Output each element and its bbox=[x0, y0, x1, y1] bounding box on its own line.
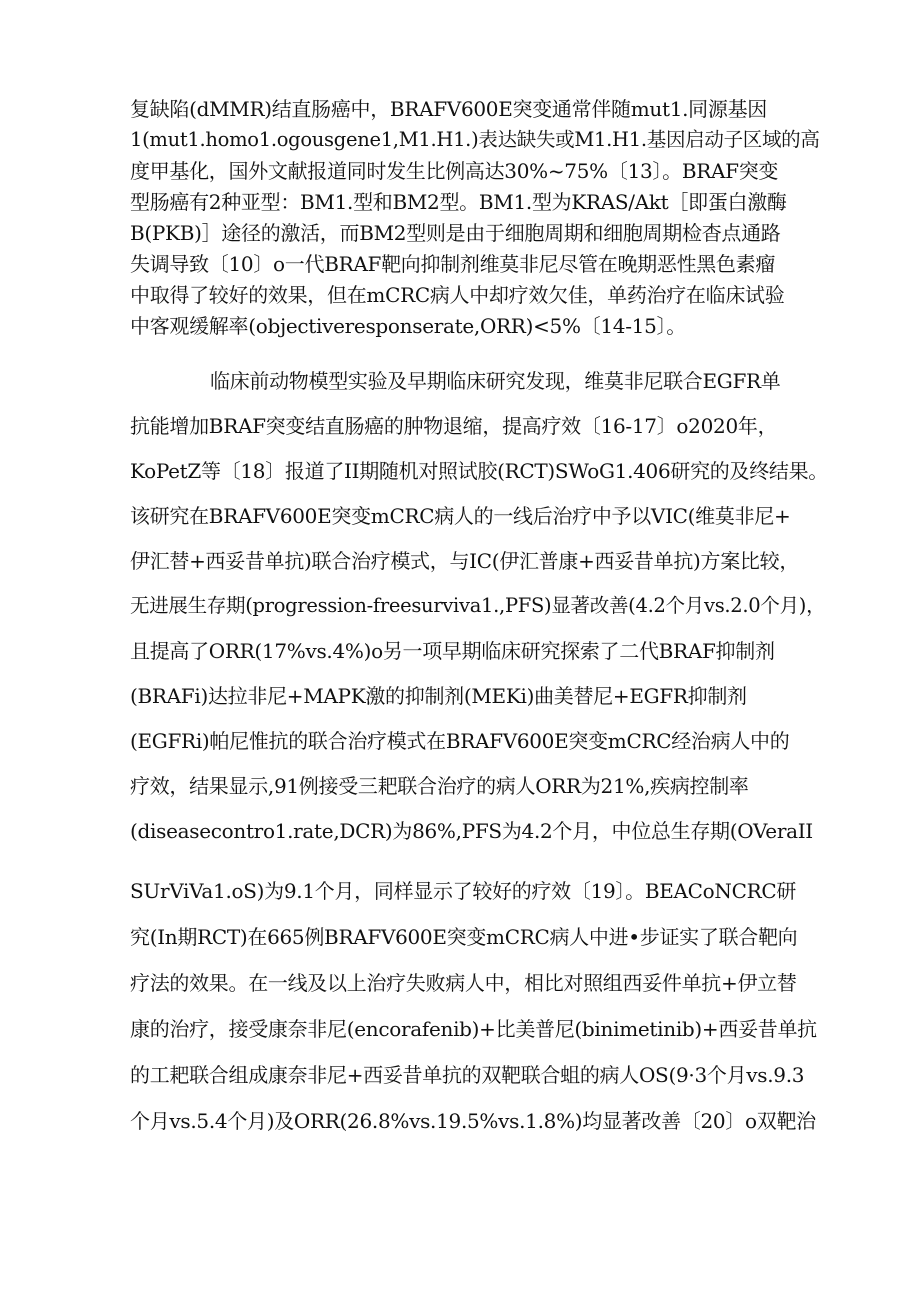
text-line: 抗能增加BRAF突变结直肠癌的肿物退缩，提高疗效〔16-17〕o2020年， bbox=[130, 414, 778, 438]
text-line: 型肠癌有2种亚型：BM1.型和BM2型。BM1.型为KRAS/Akt［即蛋白激酶 bbox=[130, 190, 787, 214]
text-line: 中客观缓解率(objectiveresponserate,ORR)<5%〔14-15〕。 bbox=[130, 314, 686, 338]
text-line: 且提高了ORR(17%vs.4%)o另一项早期临床研究探索了二代BRAF抑制剂 bbox=[130, 639, 775, 663]
text-line: (BRAFi)达拉非尼+MAPK激的抑制剂(MEKi)曲美替尼+EGFR抑制剂 bbox=[130, 684, 747, 708]
text-line: 康的治疗，接受康奈非尼(encorafenib)+比美普尼(binimetinib)+西妥昔单抗 bbox=[130, 1017, 817, 1041]
text-line: 中取得了较好的效果，但在mCRC病人中却疗效欠佳，单药治疗在临床试验 bbox=[130, 283, 785, 307]
text-line: 的工耙联合组成康奈非尼+西妥昔单抗的双靶联合蛆的病人OS(9·3个月vs.9.3 bbox=[130, 1063, 805, 1087]
text-line: 疗法的效果。在一线及以上治疗失败病人中，相比对照组西妥件单抗+伊立替 bbox=[130, 971, 797, 995]
text-line: 复缺陷(dMMR)结直肠癌中，BRAFV600E突变通常伴随mut1.同源基因 bbox=[130, 97, 767, 121]
text-line: 个月vs.5.4个月)及ORR(26.8%vs.19.5%vs.1.8%)均显著改善〔20〕o双靶治 bbox=[130, 1109, 816, 1133]
text-line: 疗效，结果显示,91例接受三耙联合治疗的病人ORR为21%,疾病控制率 bbox=[130, 774, 749, 798]
text-line: 无进展生存期(progression-freesurviva1.,PFS)显著改善(4.2个月vs.2.0个月)， bbox=[130, 594, 826, 617]
text-line: 该研究在BRAFV600E突变mCRC病人的一线后治疗中予以VIC(维莫非尼+ bbox=[130, 504, 791, 528]
text-line: 度甲基化，国外文献报道同时发生比例高达30%~75%〔13〕。BRAF突变 bbox=[130, 159, 779, 183]
text-line: (diseasecontro1.rate,DCR)为86%,PFS为4.2个月，中位总生存期(OVeraII bbox=[130, 819, 813, 843]
text-line: 临床前动物模型实验及早期临床研究发现，维莫非尼联合EGFR单 bbox=[210, 369, 781, 393]
text-line: SUrViVa1.oS)为9.1个月，同样显示了较好的疗效〔19〕。BEACoNCRC研 bbox=[130, 879, 797, 903]
text-line: 伊汇替+西妥昔单抗)联合治疗模式，与IC(伊汇普康+西妥昔单抗)方案比较， bbox=[130, 549, 800, 573]
text-line: 失调导致〔10〕o一代BRAF靶向抑制剂维莫非尼尽管在晚期恶性黑色素瘤 bbox=[130, 252, 776, 276]
text-line: 1(mut1.homo1.ogousgene1,M1.H1.)表达缺失或M1.H1.基因启动子区域的高 bbox=[130, 128, 820, 151]
text-line: KoPetZ等〔18〕报道了II期随机对照试胶(RCT)SWoG1.406研究的及终结果。 bbox=[130, 459, 829, 483]
text-line: B(PKB)］途径的激活，而BM2型则是由于细胞周期和细胞周期检杳点通路 bbox=[130, 221, 781, 245]
text-line: (EGFRi)帕尼惟抗的联合治疗模式在BRAFV600E突变mCRC经治病人中的 bbox=[130, 729, 790, 753]
text-line: 究(In期RCT)在665例BRAFV600E突变mCRC病人中进•步证实了联合靶向 bbox=[130, 925, 798, 949]
